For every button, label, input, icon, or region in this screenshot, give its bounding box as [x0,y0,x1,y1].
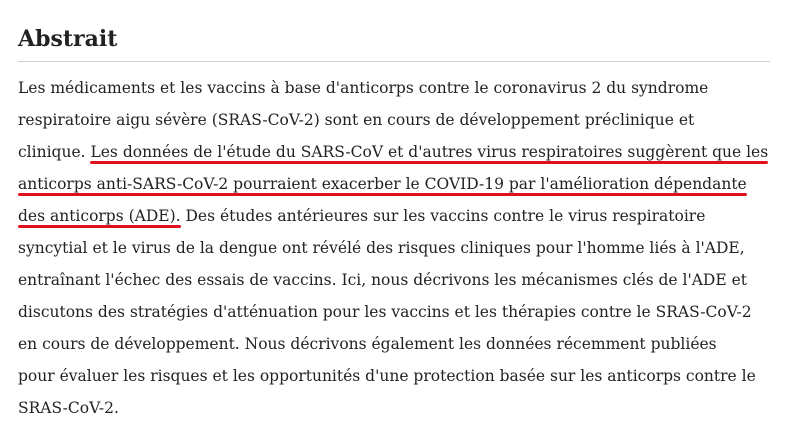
highlighted-sentence-part-2 [18,175,747,193]
paragraph-line-3 [18,136,778,168]
paragraph-line-2: respiratoire aigu sévère (SRAS-CoV-2) sont en cours de développement préclinique et [18,111,695,129]
highlight-text-1: Les données de l'étude du SARS-CoV et d'autres virus respiratoires suggèrent que les [90,143,769,161]
highlighted-sentence-part-1 [90,143,768,161]
red-underline-3 [18,225,181,228]
red-underline-1 [90,161,768,164]
paragraph-line-11: SRAS-CoV-2. [18,399,119,417]
paragraph-line-1: Les médicaments et les vaccins à base d'anticorps contre le coronavirus 2 du syndrome [18,79,709,97]
line-5-plain-text: Des études antérieures sur les vaccins contre le virus respiratoire [180,207,706,225]
paragraph-line-8: discutons des stratégies d'atténuation pour les vaccins et les thérapies contre le SRAS-CoV-2 [18,303,752,321]
paragraph-line-4 [18,168,778,200]
highlight-text-3: des anticorps (ADE). [18,207,181,225]
paragraph-line-10: pour évaluer les risques et les opportunités d'une protection basée sur les anticorps contre le [18,367,756,385]
paragraph-line-5 [18,200,778,232]
heading-divider [18,61,770,62]
section-heading: Abstrait [18,26,118,52]
highlight-text-2: anticorps anti-SARS-CoV-2 pourraient exacerber le COVID-19 par l'amélioration dépendante [18,175,747,193]
paragraph-line-7: entraînant l'échec des essais de vaccins. Ici, nous décrivons les mécanismes clés de l'ADE et [18,271,747,289]
paragraph-line-9: en cours de développement. Nous décrivons également les données récemment publiées [18,335,717,353]
red-underline-2 [18,193,747,196]
paragraph-line-6: syncytial et le virus de la dengue ont révélé des risques cliniques pour l'homme liés à l'ADE, [18,239,745,257]
line-3-plain-text: clinique. [18,143,91,161]
highlighted-sentence-part-3 [18,207,181,225]
abstract-paragraph [18,72,778,424]
